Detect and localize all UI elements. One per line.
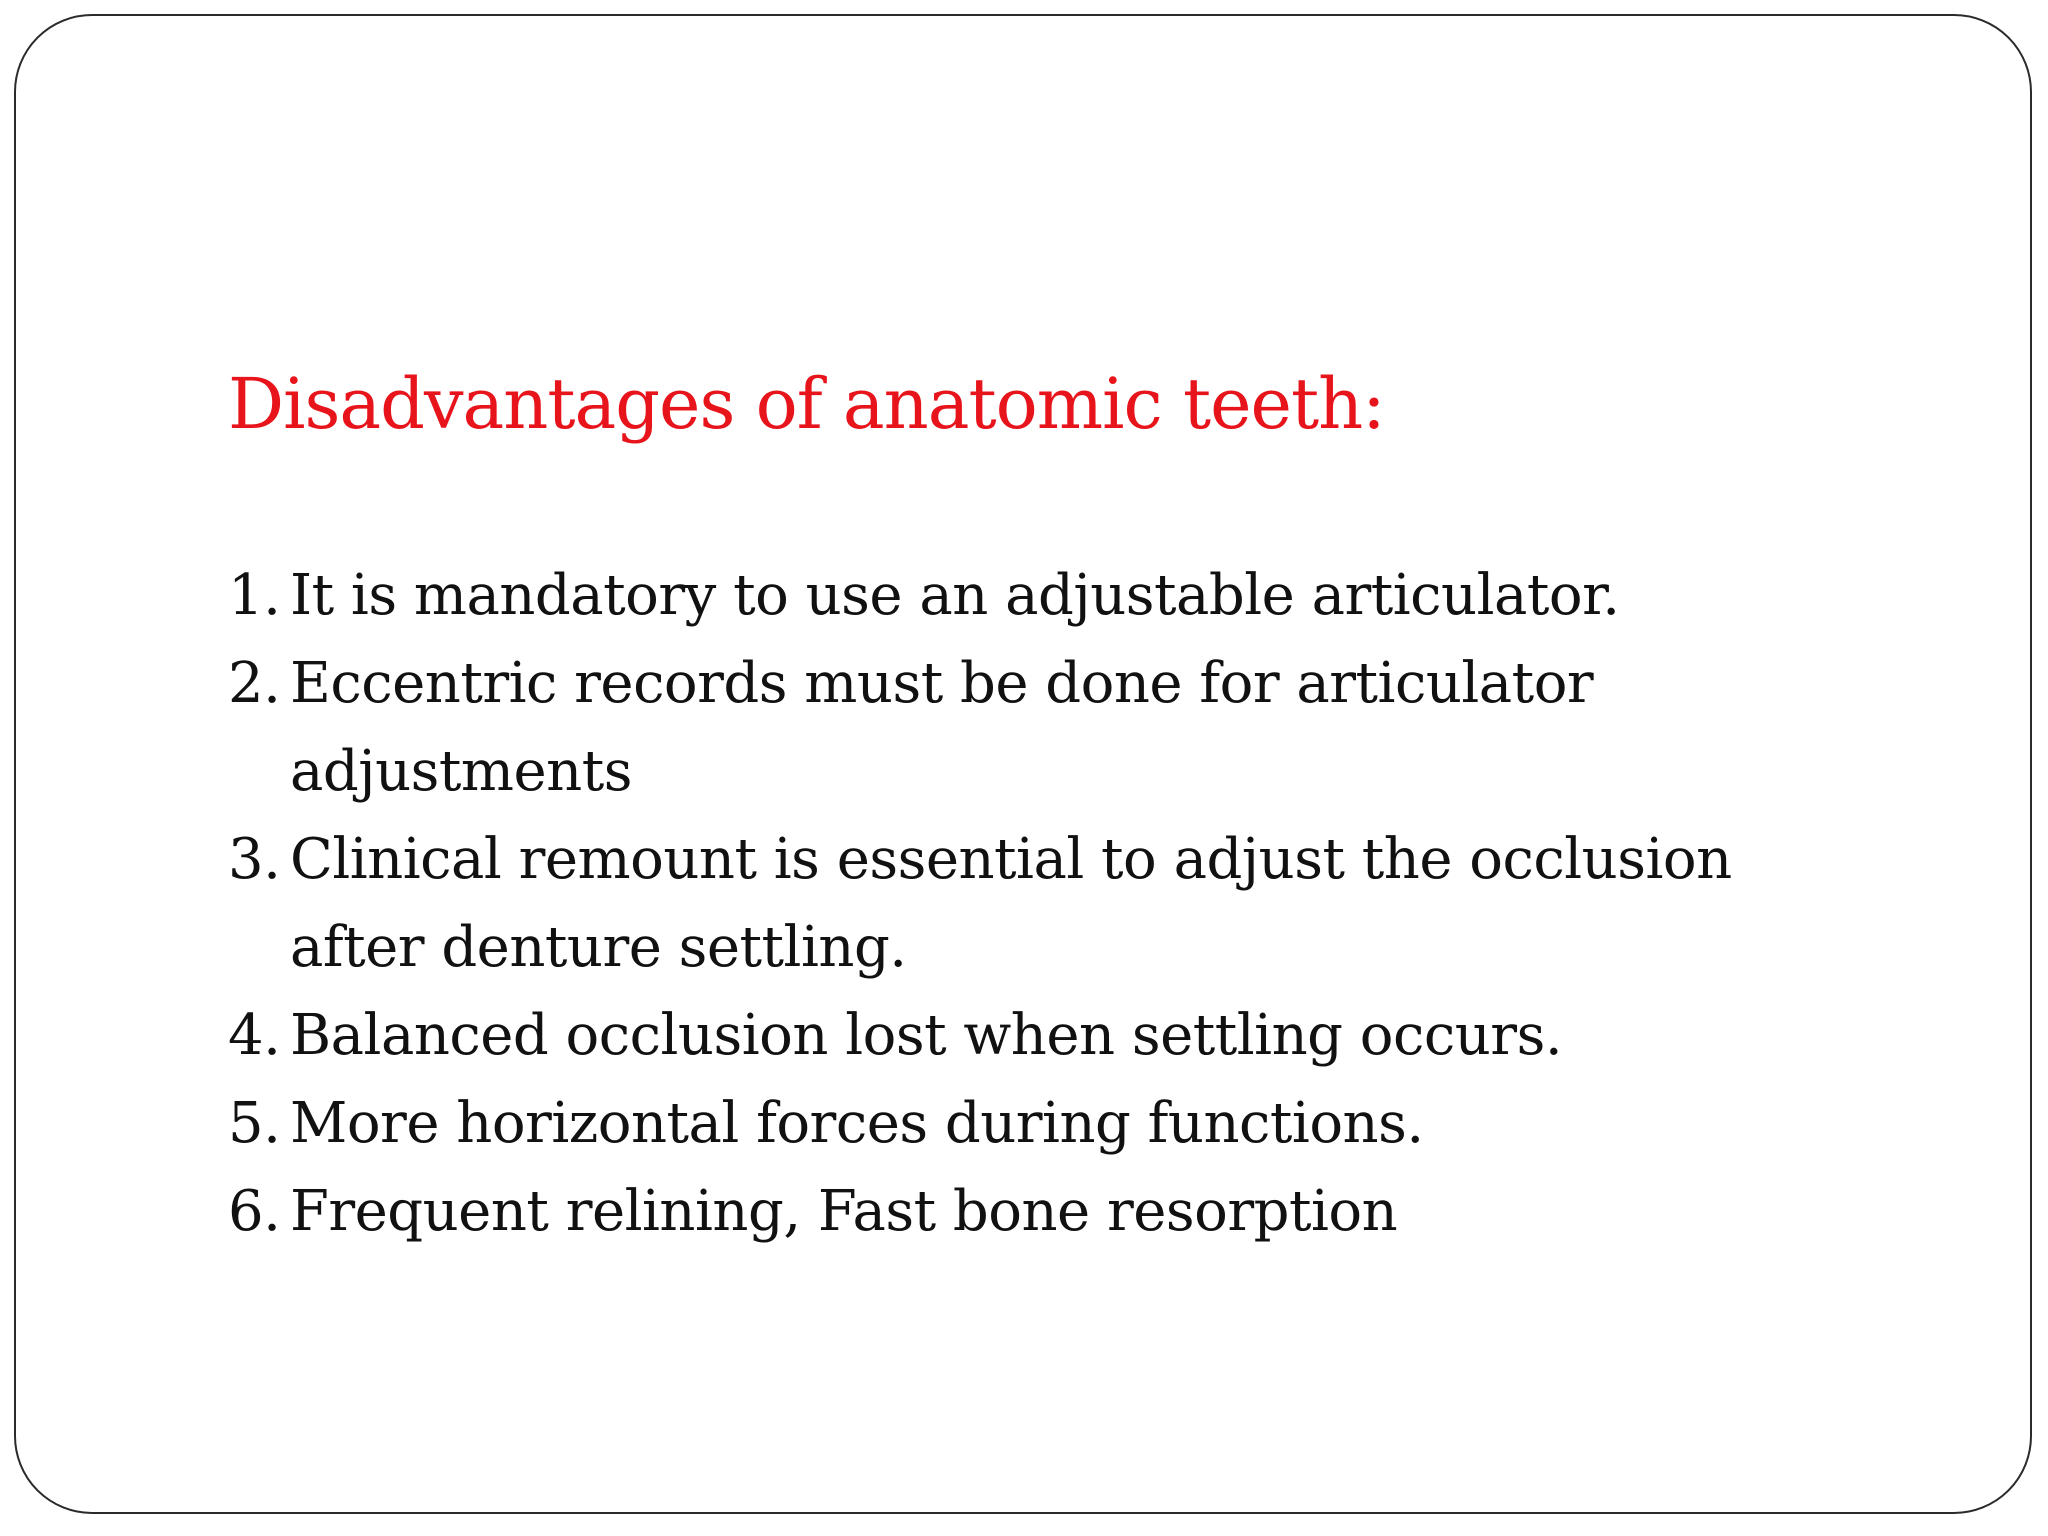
- list-item-text: Eccentric records must be done for articulator adjustments: [290, 651, 1594, 804]
- list-item-number: 1.: [228, 563, 281, 628]
- list-item-text: It is mandatory to use an adjustable articulator.: [290, 563, 1620, 628]
- list-item-text: Frequent relining, Fast bone resorption: [290, 1179, 1398, 1244]
- list-item-number: 4.: [228, 1003, 281, 1068]
- list-item-number: 3.: [228, 827, 281, 892]
- list-item-text: Balanced occlusion lost when settling occurs.: [290, 1003, 1563, 1068]
- list-item-number: 6.: [228, 1179, 281, 1244]
- disadvantages-list: [228, 552, 1870, 1256]
- list-item-text: More horizontal forces during functions.: [290, 1091, 1424, 1156]
- list-item: [228, 992, 1870, 1080]
- list-item: [228, 640, 1870, 816]
- list-item: [228, 552, 1870, 640]
- list-item-text: Clinical remount is essential to adjust the occlusion after denture settling.: [290, 827, 1732, 980]
- slide-frame: [14, 14, 2032, 1514]
- list-item-number: 2.: [228, 651, 281, 716]
- list-item-number: 5.: [228, 1091, 281, 1156]
- list-item: [228, 1168, 1870, 1256]
- slide-title: Disadvantages of anatomic teeth:: [228, 363, 1385, 445]
- list-item: [228, 1080, 1870, 1168]
- list-item: [228, 816, 1870, 992]
